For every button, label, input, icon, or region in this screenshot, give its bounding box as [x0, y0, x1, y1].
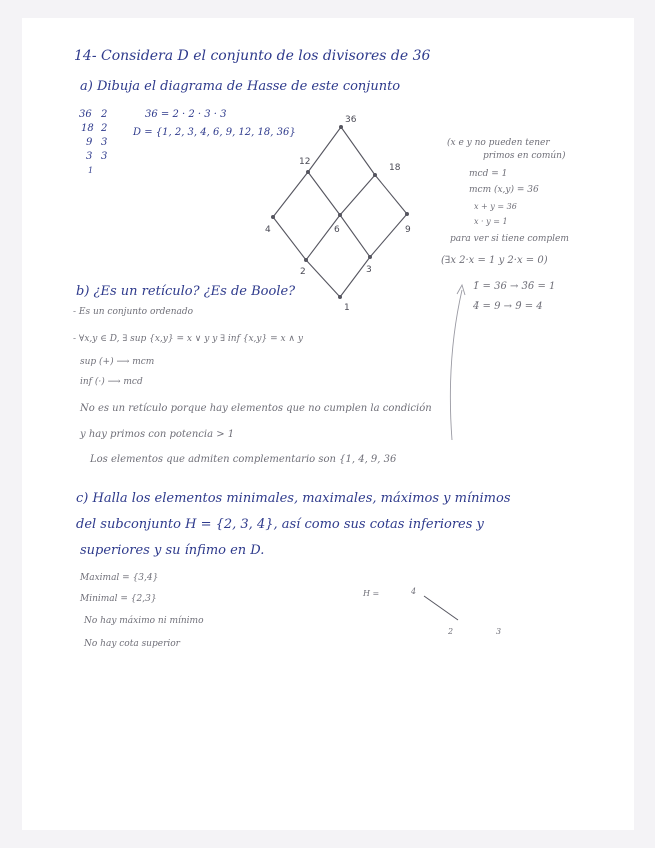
part-b-line-1: - ∀x,y ∈ D, ∃ sup {x,y} = x ∨ y y ∃ inf {x,y} = x ∧ y — [73, 334, 303, 344]
node-12 — [306, 170, 310, 174]
label-1: 1 — [344, 303, 350, 313]
sketch-node-4: 4 — [411, 587, 417, 596]
node-18 — [373, 173, 377, 177]
label-4: 4 — [265, 225, 271, 235]
label-9: 9 — [405, 225, 411, 235]
answer-minimal: Minimal = {2,3} — [80, 594, 157, 604]
node-2 — [304, 258, 308, 262]
sketch-h-label: H = — [363, 589, 380, 598]
sketch-h-line — [424, 596, 458, 620]
factor-left-0: 36 — [79, 109, 92, 120]
factor-right-0: 2 — [101, 109, 108, 120]
note-2: primos en común) — [483, 151, 566, 161]
part-c-title-0: c) Halla los elementos minimales, maximales, máximos y mínimos — [76, 491, 511, 506]
factor-right-1: 2 — [101, 123, 108, 134]
factor-left-2: 9 — [86, 137, 93, 148]
part-b-line-5: y hay primos con potencia > 1 — [80, 429, 235, 440]
factor-right-3: 3 — [101, 151, 108, 162]
note-mcm: mcm (x,y) = 36 — [469, 185, 539, 195]
part-c-title-2: superiores y su ínfimo en D. — [80, 543, 265, 558]
part-a-title: a) Dibuja el diagrama de Hasse de este conjunto — [80, 79, 401, 94]
note-1: (x e y no pueden tener — [447, 138, 550, 148]
note-prod: x · y = 1 — [474, 217, 508, 226]
note-exists: (∃x 2·x = 1 y 2·x = 0) — [441, 255, 548, 266]
node-9 — [405, 212, 409, 216]
factorization: 36 = 2 · 2 · 3 · 3 — [145, 109, 227, 120]
part-b-line-4: No es un retículo porque hay elementos que no cumplen la condición — [80, 403, 432, 414]
answer-no-max-min: No hay máximo ni mínimo — [84, 616, 204, 626]
sketch-node-2: 2 — [448, 627, 454, 636]
label-6: 6 — [334, 225, 340, 235]
note-sum: x + y = 36 — [474, 202, 517, 211]
pencil-bracket — [450, 290, 462, 440]
node-36 — [339, 125, 343, 129]
answer-no-upper-bound: No hay cota superior — [84, 639, 180, 649]
node-6 — [338, 213, 342, 217]
part-b-line-3: inf (·) ⟶ mcd — [80, 377, 143, 387]
part-b-line-0: - Es un conjunto ordenado — [73, 307, 194, 317]
answer-maximal: Maximal = {3,4} — [80, 573, 159, 583]
part-b-line-2: sup (+) ⟶ mcm — [80, 357, 155, 367]
part-b-line-6: Los elementos que admiten complementario son {1, 4, 9, 36 — [90, 454, 397, 465]
label-18: 18 — [389, 163, 401, 173]
label-2: 2 — [300, 267, 306, 277]
node-3 — [368, 255, 372, 259]
note-compl: para ver si tiene complem — [450, 234, 569, 244]
label-12: 12 — [299, 157, 311, 167]
part-b-title: b) ¿Es un retículo? ¿Es de Boole? — [76, 284, 296, 299]
exercise-heading: 14- Considera D el conjunto de los divisores de 36 — [74, 48, 431, 64]
note-compl-4: 4̄ = 9 → 9̄ = 4 — [473, 301, 543, 312]
factor-right-2: 3 — [101, 137, 108, 148]
node-1 — [338, 295, 342, 299]
label-36: 36 — [345, 115, 357, 125]
node-4 — [271, 215, 275, 219]
sketch-node-3: 3 — [496, 627, 502, 636]
label-3: 3 — [366, 265, 372, 275]
factor-left-3: 3 — [86, 151, 93, 162]
set-d: D = {1, 2, 3, 4, 6, 9, 12, 18, 36} — [133, 127, 296, 138]
note-compl-1: 1̄ = 36 → 3̄6̄ = 1 — [473, 281, 556, 292]
factor-left-4: 1 — [88, 166, 94, 175]
note-mcd: mcd = 1 — [469, 169, 508, 179]
factor-left-1: 18 — [81, 123, 94, 134]
part-c-title-1: del subconjunto H = {2, 3, 4}, así como sus cotas inferiores y — [76, 517, 484, 532]
